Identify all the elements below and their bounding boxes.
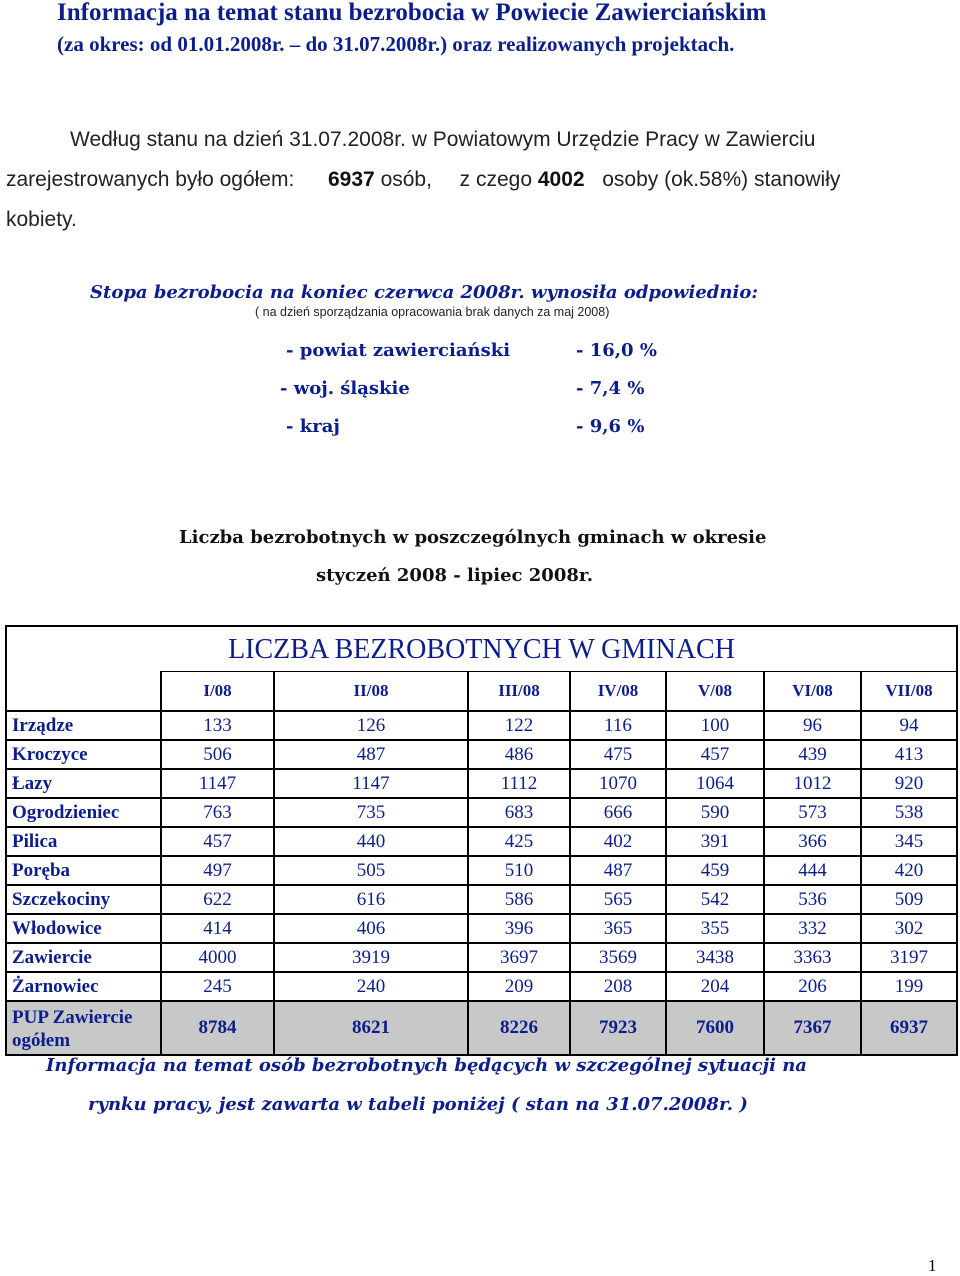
value-cell: 425 — [468, 827, 570, 856]
value-cell: 536 — [764, 885, 861, 914]
value-cell: 1070 — [570, 769, 666, 798]
value-cell: 206 — [764, 972, 861, 1001]
value-cell: 590 — [666, 798, 764, 827]
intro-share-text: osoby (ok.58%) stanowiły — [602, 168, 841, 191]
value-cell: 1147 — [161, 769, 274, 798]
value-cell: 475 — [570, 740, 666, 769]
table-row — [6, 943, 957, 972]
gmina-name: Pilica — [6, 827, 161, 856]
value-cell: 355 — [666, 914, 764, 943]
value-cell: 586 — [468, 885, 570, 914]
value-cell: 487 — [570, 856, 666, 885]
value-cell: 3569 — [570, 943, 666, 972]
value-cell: 440 — [274, 827, 468, 856]
value-cell: 1147 — [274, 769, 468, 798]
intro-line-2 — [6, 167, 840, 193]
total-cell: 6937 — [861, 1001, 957, 1055]
total-cell: 7367 — [764, 1001, 861, 1055]
gmina-name: Żarnowiec — [6, 972, 161, 1001]
value-cell: 509 — [861, 885, 957, 914]
value-cell: 199 — [861, 972, 957, 1001]
value-cell: 505 — [274, 856, 468, 885]
table-title: LICZBA BEZROBOTNYCH W GMINACH — [6, 626, 957, 672]
rate-label-powiat: - powiat zawierciański — [286, 340, 511, 361]
value-cell: 439 — [764, 740, 861, 769]
table-row — [6, 740, 957, 769]
table-row — [6, 856, 957, 885]
gmina-name: Poręba — [6, 856, 161, 885]
value-cell: 413 — [861, 740, 957, 769]
value-cell: 345 — [861, 827, 957, 856]
column-header: III/08 — [468, 672, 570, 712]
rate-value-kraj: - 9,6 % — [576, 416, 645, 437]
value-cell: 486 — [468, 740, 570, 769]
total-row-label-line-1: PUP Zawiercie — [12, 1007, 133, 1028]
total-row-label — [6, 1001, 161, 1055]
rates-heading: Stopa bezrobocia na koniec czerwca 2008r. wynosiła odpowiednio: — [90, 282, 758, 303]
value-cell: 208 — [570, 972, 666, 1001]
value-cell: 332 — [764, 914, 861, 943]
page-number: 1 — [928, 1256, 937, 1275]
footer-line-1: Informacja na temat osób bezrobotnych będących w szczególnej sytuacji na — [46, 1055, 807, 1076]
value-cell: 3197 — [861, 943, 957, 972]
value-cell: 396 — [468, 914, 570, 943]
value-cell: 3363 — [764, 943, 861, 972]
footer-line-2: rynku pracy, jest zawarta w tabeli poniżej ( stan na 31.07.2008r. ) — [88, 1094, 748, 1115]
value-cell: 763 — [161, 798, 274, 827]
gmina-name: Zawiercie — [6, 943, 161, 972]
intro-line-3: kobiety. — [6, 208, 77, 231]
value-cell: 406 — [274, 914, 468, 943]
value-cell: 920 — [861, 769, 957, 798]
value-cell: 444 — [764, 856, 861, 885]
value-cell: 616 — [274, 885, 468, 914]
gmina-name: Kroczyce — [6, 740, 161, 769]
table-header-row — [6, 672, 957, 712]
total-unemployed-value: 6937 — [328, 168, 375, 191]
column-header: VII/08 — [861, 672, 957, 712]
value-cell: 366 — [764, 827, 861, 856]
value-cell: 116 — [570, 711, 666, 740]
table-row — [6, 972, 957, 1001]
intro-registered-text: zarejestrowanych było ogółem: — [6, 168, 295, 191]
table-row — [6, 885, 957, 914]
table-row — [6, 914, 957, 943]
value-cell: 126 — [274, 711, 468, 740]
value-cell: 122 — [468, 711, 570, 740]
table-total-row — [6, 1001, 957, 1055]
gmina-name: Włodowice — [6, 914, 161, 943]
gmina-name: Ogrodzieniec — [6, 798, 161, 827]
value-cell: 735 — [274, 798, 468, 827]
value-cell: 622 — [161, 885, 274, 914]
value-cell: 133 — [161, 711, 274, 740]
column-header: V/08 — [666, 672, 764, 712]
value-cell: 457 — [666, 740, 764, 769]
value-cell: 3919 — [274, 943, 468, 972]
value-cell: 240 — [274, 972, 468, 1001]
value-cell: 420 — [861, 856, 957, 885]
total-cell: 8784 — [161, 1001, 274, 1055]
rates-note: ( na dzień sporządzania opracowania brak danych za maj 2008) — [255, 305, 610, 319]
column-header: I/08 — [161, 672, 274, 712]
value-cell: 4000 — [161, 943, 274, 972]
unemployment-table — [5, 625, 958, 1056]
value-cell: 302 — [861, 914, 957, 943]
value-cell: 497 — [161, 856, 274, 885]
value-cell: 3438 — [666, 943, 764, 972]
value-cell: 100 — [666, 711, 764, 740]
section-heading-line-1: Liczba bezrobotnych w poszczególnych gminach w okresie — [179, 527, 767, 548]
value-cell: 506 — [161, 740, 274, 769]
value-cell: 402 — [570, 827, 666, 856]
value-cell: 459 — [666, 856, 764, 885]
value-cell: 94 — [861, 711, 957, 740]
intro-persons-text: osób, — [380, 168, 432, 191]
value-cell: 1012 — [764, 769, 861, 798]
value-cell: 204 — [666, 972, 764, 1001]
table-row — [6, 769, 957, 798]
value-cell: 1112 — [468, 769, 570, 798]
value-cell: 457 — [161, 827, 274, 856]
column-header: IV/08 — [570, 672, 666, 712]
value-cell: 209 — [468, 972, 570, 1001]
total-row-label-line-2: ogółem — [12, 1030, 71, 1051]
section-heading-line-2: styczeń 2008 - lipiec 2008r. — [316, 565, 593, 586]
value-cell: 365 — [570, 914, 666, 943]
rate-value-powiat: - 16,0 % — [576, 340, 657, 361]
column-header: II/08 — [274, 672, 468, 712]
table-row — [6, 711, 957, 740]
gmina-name: Łazy — [6, 769, 161, 798]
value-cell: 565 — [570, 885, 666, 914]
header-blank-cell — [6, 672, 161, 712]
rate-label-wojewodztwo: - woj. śląskie — [280, 378, 410, 399]
total-cell: 7923 — [570, 1001, 666, 1055]
table-row — [6, 827, 957, 856]
value-cell: 683 — [468, 798, 570, 827]
women-unemployed-value: 4002 — [537, 168, 585, 191]
document-subtitle: (za okres: od 01.01.2008r. – do 31.07.2008r.) oraz realizowanych projektach. — [57, 32, 735, 56]
value-cell: 666 — [570, 798, 666, 827]
value-cell: 245 — [161, 972, 274, 1001]
value-cell: 538 — [861, 798, 957, 827]
column-header: VI/08 — [764, 672, 861, 712]
value-cell: 573 — [764, 798, 861, 827]
gmina-name: Irządze — [6, 711, 161, 740]
value-cell: 1064 — [666, 769, 764, 798]
intro-of-which-text: z czego — [459, 168, 532, 191]
total-cell: 8621 — [274, 1001, 468, 1055]
total-cell: 8226 — [468, 1001, 570, 1055]
gmina-name: Szczekociny — [6, 885, 161, 914]
document-title: Informacja na temat stanu bezrobocia w Powiecie Zawierciańskim — [57, 0, 767, 26]
value-cell: 3697 — [468, 943, 570, 972]
table-row — [6, 798, 957, 827]
value-cell: 414 — [161, 914, 274, 943]
value-cell: 96 — [764, 711, 861, 740]
rate-value-wojewodztwo: - 7,4 % — [576, 378, 645, 399]
intro-line-1: Według stanu na dzień 31.07.2008r. w Powiatowym Urzędzie Pracy w Zawierciu — [70, 128, 816, 151]
value-cell: 510 — [468, 856, 570, 885]
value-cell: 542 — [666, 885, 764, 914]
total-cell: 7600 — [666, 1001, 764, 1055]
value-cell: 487 — [274, 740, 468, 769]
value-cell: 391 — [666, 827, 764, 856]
rate-label-kraj: - kraj — [286, 416, 340, 437]
